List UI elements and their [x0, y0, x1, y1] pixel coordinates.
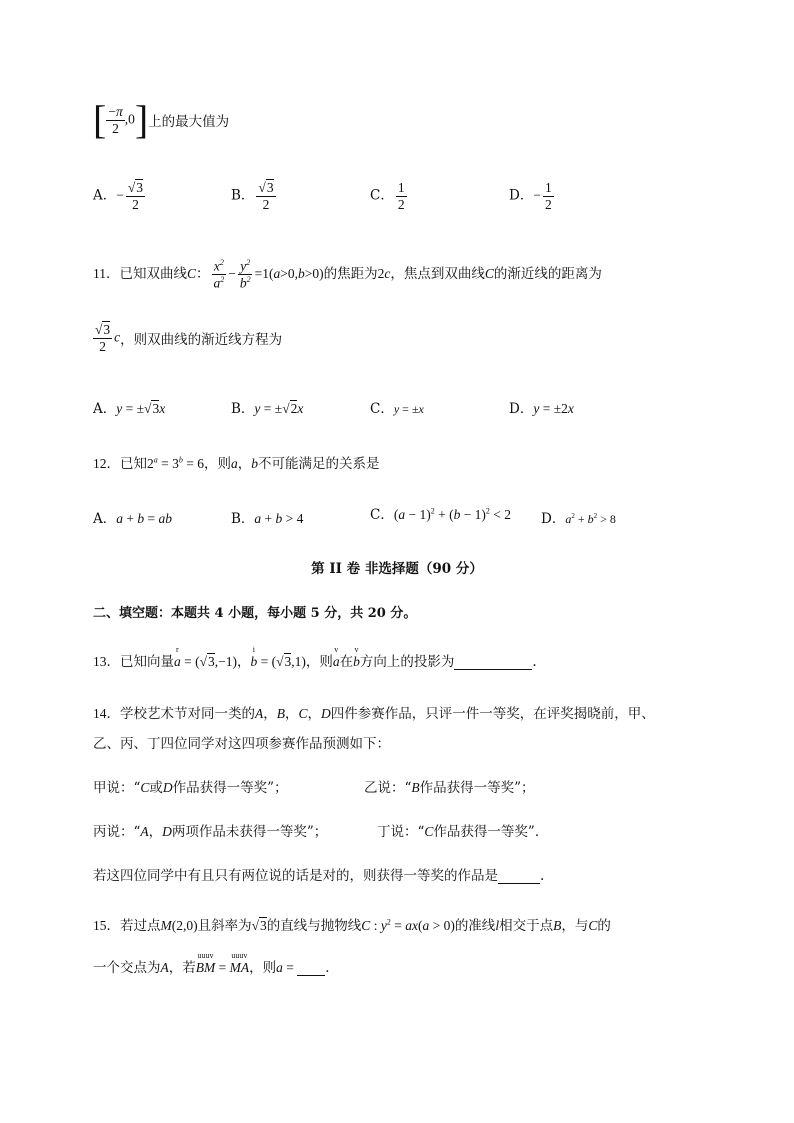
- right-bracket: ]: [134, 97, 149, 142]
- q14-text: 甲说：“: [93, 780, 141, 796]
- option-den: 2: [544, 196, 552, 212]
- option-sign: −: [533, 187, 541, 203]
- comma-zero: ,0: [124, 111, 135, 127]
- q10-option-b[interactable]: [231, 180, 278, 212]
- option-den: 2: [262, 196, 270, 212]
- option-fraction: [543, 180, 554, 212]
- option-letter: B．: [231, 511, 255, 527]
- q12-text: ，则: [204, 456, 231, 472]
- answer-blank[interactable]: [454, 653, 532, 670]
- y2-over-b2: $\frac{y^2}{b^2}$: [239, 258, 251, 291]
- q15-text: 的直线与抛物线: [266, 918, 362, 934]
- q14-jia: 甲说：“C或D作品获得一等奖”；: [93, 780, 288, 796]
- q14-text: 两项作品未获得一等奖”；: [171, 824, 328, 840]
- q11-option-b[interactable]: [231, 397, 303, 417]
- math-C: C: [187, 266, 197, 282]
- option-math: y = ±x: [393, 402, 424, 416]
- sqrt3-over-2: $\frac{√3}{2}$: [95, 322, 111, 354]
- vector-b-value: = (√3,1): [257, 654, 306, 669]
- q11-line2: [93, 322, 704, 354]
- q11-option-c[interactable]: [370, 397, 424, 417]
- option-letter: C．: [370, 401, 394, 417]
- q12-option-b[interactable]: [231, 507, 303, 527]
- q15-text: ，与: [561, 918, 589, 934]
- option-num: 1: [397, 180, 405, 195]
- q14-yi: 乙说：“B作品获得一等奖”；: [364, 780, 535, 796]
- q15-text: ，则: [249, 960, 277, 976]
- question-number: 15．: [93, 918, 120, 933]
- part-heading: 二、填空题：本题共 4 小题，每小题 5 分，共 20 分。: [93, 606, 417, 621]
- q12-option-c[interactable]: [370, 503, 511, 523]
- q15-text: 且斜率为: [197, 918, 252, 934]
- q15-text: 一个交点为: [93, 960, 161, 976]
- q14-line1: 14．学校艺术节对同一类的A，B，C，D四件参赛作品，只评一件一等奖，在评奖揭晓前，甲、: [93, 706, 655, 722]
- option-num: 3: [136, 180, 144, 195]
- option-den: 2: [132, 196, 139, 212]
- option-math: a + b > 4: [254, 511, 304, 526]
- vector-a: a r: [174, 645, 181, 669]
- q15-text: 的: [597, 918, 611, 934]
- q14-text: 若这四位同学中有且只有两位说的话是对的，则获得一等奖的作品是: [93, 868, 498, 884]
- q14-text: 或: [149, 780, 163, 796]
- vector-b: b v: [353, 645, 360, 669]
- vector-MA: MA uuuv: [229, 951, 250, 975]
- option-num: 3: [266, 180, 274, 195]
- q15-text: 若过点: [120, 918, 161, 934]
- math-b: b: [251, 456, 258, 471]
- q12-line: 12．已知$2^a = 3^b = 6$，则a，b不可能满足的关系是: [93, 455, 380, 472]
- neg-pi-over-2: $\frac{-\pi}{2}$: [108, 103, 123, 136]
- q15-text: 相交于点: [499, 918, 554, 934]
- option-sign: −: [116, 187, 124, 203]
- answer-blank[interactable]: [297, 959, 325, 976]
- math-2c: 2c: [377, 266, 391, 282]
- left-bracket: [: [93, 97, 107, 142]
- q14-text: 作品获得一等奖”；: [172, 780, 288, 796]
- section-title: 第 II 卷 非选择题（90 分）: [311, 561, 483, 577]
- q10-option-a[interactable]: [93, 180, 147, 212]
- option-letter: A．: [93, 511, 117, 527]
- q10-option-c[interactable]: [370, 180, 409, 212]
- option-fraction: $\frac{√3}{2}$: [127, 180, 144, 212]
- option-den: 2: [397, 196, 405, 212]
- option-letter: D．: [509, 187, 534, 204]
- q14-text: 丁说：“: [377, 824, 425, 840]
- question-number: 11．: [93, 266, 120, 282]
- q11-text: ，则双曲线的渐近线方程为: [120, 332, 283, 349]
- sqrt3: √3: [251, 918, 267, 933]
- q12-text: 不可能满足的关系是: [258, 456, 380, 472]
- parabola-eq: C : $y^2 = ax(a > 0)$: [361, 917, 455, 933]
- option-letter: D．: [541, 511, 566, 527]
- q13-text: 在: [339, 654, 354, 670]
- option-letter: A．: [93, 187, 117, 204]
- math-C: C: [484, 266, 494, 282]
- q15-line1: 15．若过点M(2,0)且斜率为√3的直线与抛物线C : $y^2 = ax(a > 0)$的准线l相交于点B，与C的: [93, 917, 611, 934]
- q11-equation-rest: =1(a>0,b>0): [254, 266, 324, 282]
- q14-text: 丙说：“: [93, 824, 141, 840]
- math-a: a: [231, 456, 238, 471]
- q14-text: 作品获得一等奖”．: [433, 824, 549, 840]
- q10-tail-line: [93, 97, 704, 142]
- vector-a: a v: [332, 645, 340, 669]
- q10-tail-text: 上的最大值为: [148, 114, 230, 130]
- q14-bing: 丙说：“A，D两项作品未获得一等奖”；: [93, 824, 328, 840]
- q14-text: 学校艺术节对同一类的: [120, 706, 255, 722]
- q11-text: 已知双曲线: [119, 266, 187, 283]
- option-math: $(a - 1)^2 + (b - 1)^2 < 2$: [393, 506, 512, 522]
- q14-last: 若这四位同学中有且只有两位说的话是对的，则获得一等奖的作品是 .: [93, 868, 545, 884]
- q15-text: ．: [325, 960, 339, 976]
- q10-option-d[interactable]: [509, 180, 556, 212]
- option-num: 1: [544, 180, 552, 195]
- option-letter: C．: [370, 187, 394, 204]
- option-letter: A．: [93, 401, 117, 417]
- vector-BM: BM uuuv: [195, 951, 216, 975]
- math-ABCD: A: [255, 706, 264, 721]
- vector-a-value: = (√3,−1)，: [180, 654, 251, 669]
- q11-text: ，焦点到双曲线: [390, 266, 485, 283]
- q14-text: 乙说：“: [364, 780, 412, 796]
- x2-over-a2: $\frac{x^2}{a^2}$: [213, 258, 225, 291]
- q14-line2: 乙、丙、丁四位同学对这四项参赛作品预测如下：: [93, 736, 390, 752]
- q15-text: ，若: [168, 960, 196, 976]
- q14-text: 作品获得一等奖”；: [419, 780, 535, 796]
- math-c: c: [114, 329, 121, 345]
- q14-ding: 丁说：“C作品获得一等奖”．: [377, 824, 549, 840]
- q13-line: 13．已知向量a r = (√3,−1)，b i = (√3,1)，则a v 在b v 方向上的投影为 .: [93, 645, 537, 670]
- option-letter: B．: [231, 401, 255, 417]
- q13-text: 已知向量: [120, 654, 174, 670]
- q14-text: 四件参赛作品，只评一件一等奖，在评奖揭晓前，甲、: [330, 706, 655, 722]
- question-number: 13．: [93, 654, 120, 669]
- q15-line2: 一个交点为A，若BM uuuv = MA uuuv ，则a = ．: [93, 951, 339, 976]
- q12-text: 已知: [120, 456, 147, 472]
- q12-option-d[interactable]: [541, 507, 616, 527]
- q11-option-d[interactable]: [509, 397, 574, 417]
- q11-option-a[interactable]: [93, 397, 165, 417]
- option-letter: B．: [231, 187, 255, 204]
- question-number: 12．: [93, 456, 120, 471]
- option-fraction: $\frac{√3}{2}$: [258, 180, 274, 212]
- q11-text: 的焦距为: [323, 266, 378, 283]
- vector-b: b i: [250, 645, 258, 669]
- option-math: y = ±√2x: [254, 401, 304, 416]
- option-fraction: [396, 180, 407, 212]
- q11-text: 的渐近线的距离为: [493, 266, 602, 283]
- option-math: $a^2 + b^2 > 8$: [565, 512, 616, 526]
- answer-blank[interactable]: [498, 867, 540, 884]
- option-math: y = ±√3x: [116, 401, 166, 416]
- option-letter: C．: [370, 507, 394, 523]
- question-number: 14．: [93, 706, 120, 721]
- q15-text: 的准线: [454, 918, 496, 934]
- q13-text: ，则: [305, 654, 333, 670]
- q13-text: 方向上的投影为: [359, 654, 455, 670]
- point-M: M(2,0): [160, 918, 198, 933]
- q12-option-a[interactable]: [93, 507, 172, 527]
- q11-line1: 11．已知双曲线C： $\frac{x^2}{a^2}$ − $\frac{y^2}{b^2}$ =1(a>0,b>0)的焦距为2c，焦点到双曲线C的渐近线的距离为: [93, 258, 602, 291]
- option-math: a + b = ab: [116, 511, 172, 526]
- option-letter: D．: [509, 401, 534, 417]
- option-math: y = ±2x: [533, 401, 574, 416]
- q12-equation: $2^a = 3^b = 6$: [147, 455, 204, 471]
